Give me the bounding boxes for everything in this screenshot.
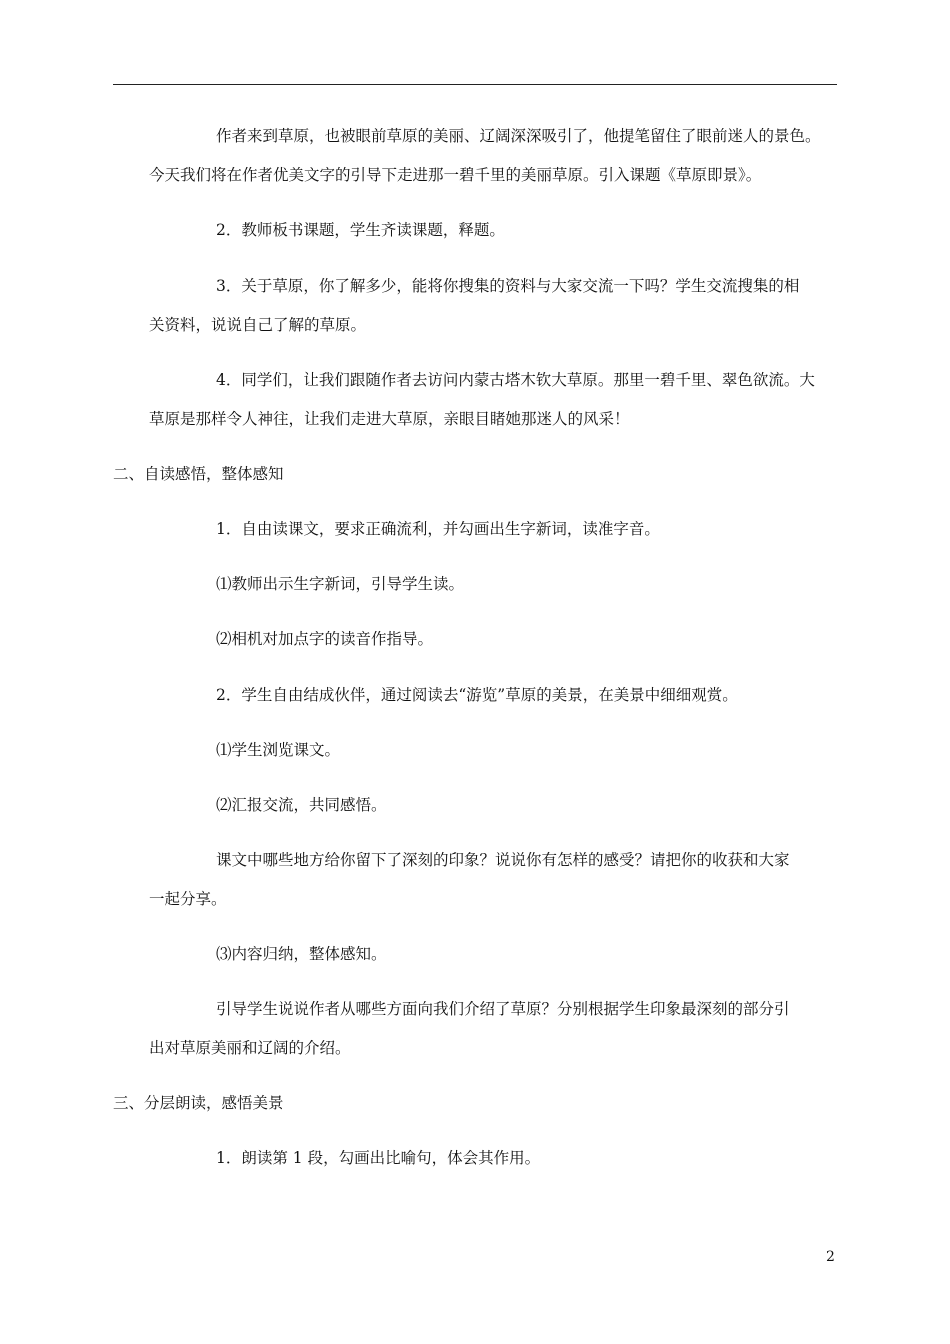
paragraph-line: ⑴教师出示生字新词，引导学生读。	[216, 575, 465, 593]
paragraph-line: 草原是那样令人神往，让我们走进大草原，亲眼目睹她那迷人的风采！	[149, 410, 630, 428]
paragraph-line: ⑶内容归纳，整体感知。	[216, 945, 387, 963]
paragraph-line: 一起分享。	[149, 890, 227, 908]
paragraph-line: 出对草原美丽和辽阔的介绍。	[149, 1039, 351, 1057]
paragraph-line: 引导学生说说作者从哪些方面向我们介绍了草原？分别根据学生印象最深刻的部分引	[216, 1000, 790, 1018]
paragraph-line: 2．学生自由结成伙伴，通过阅读去“游览”草原的美景，在美景中细细观赏。	[216, 686, 738, 704]
paragraph-line: 课文中哪些地方给你留下了深刻的印象？说说你有怎样的感受？请把你的收获和大家	[216, 851, 790, 869]
section-heading: 三、分层朗读，感悟美景	[113, 1094, 284, 1112]
paragraph-line: ⑴学生浏览课文。	[216, 741, 341, 759]
header-rule	[113, 84, 837, 85]
paragraph-line: 3．关于草原，你了解多少，能将你搜集的资料与大家交流一下吗？学生交流搜集的相	[216, 277, 800, 295]
paragraph-line: ⑵汇报交流，共同感悟。	[216, 796, 387, 814]
paragraph-line: 4．同学们，让我们跟随作者去访问内蒙古塔木钦大草原。那里一碧千里、翠色欲流。大	[216, 371, 815, 389]
section-heading: 二、自读感悟，整体感知	[113, 465, 284, 483]
paragraph-line: 今天我们将在作者优美文字的引导下走进那一碧千里的美丽草原。引入课题《草原即景》。	[149, 166, 762, 184]
paragraph-line: 关资料，说说自己了解的草原。	[149, 316, 367, 334]
paragraph-line: 1．朗读第 1 段，勾画出比喻句，体会其作用。	[216, 1149, 541, 1167]
paragraph-line: 作者来到草原，也被眼前草原的美丽、辽阔深深吸引了，他提笔留住了眼前迷人的景色。	[216, 127, 821, 145]
page-number: 2	[826, 1249, 835, 1265]
paragraph-line: ⑵相机对加点字的读音作指导。	[216, 630, 434, 648]
paragraph-line: 2．教师板书课题，学生齐读课题，释题。	[216, 221, 505, 239]
paragraph-line: 1．自由读课文，要求正确流利，并勾画出生字新词，读准字音。	[216, 520, 660, 538]
